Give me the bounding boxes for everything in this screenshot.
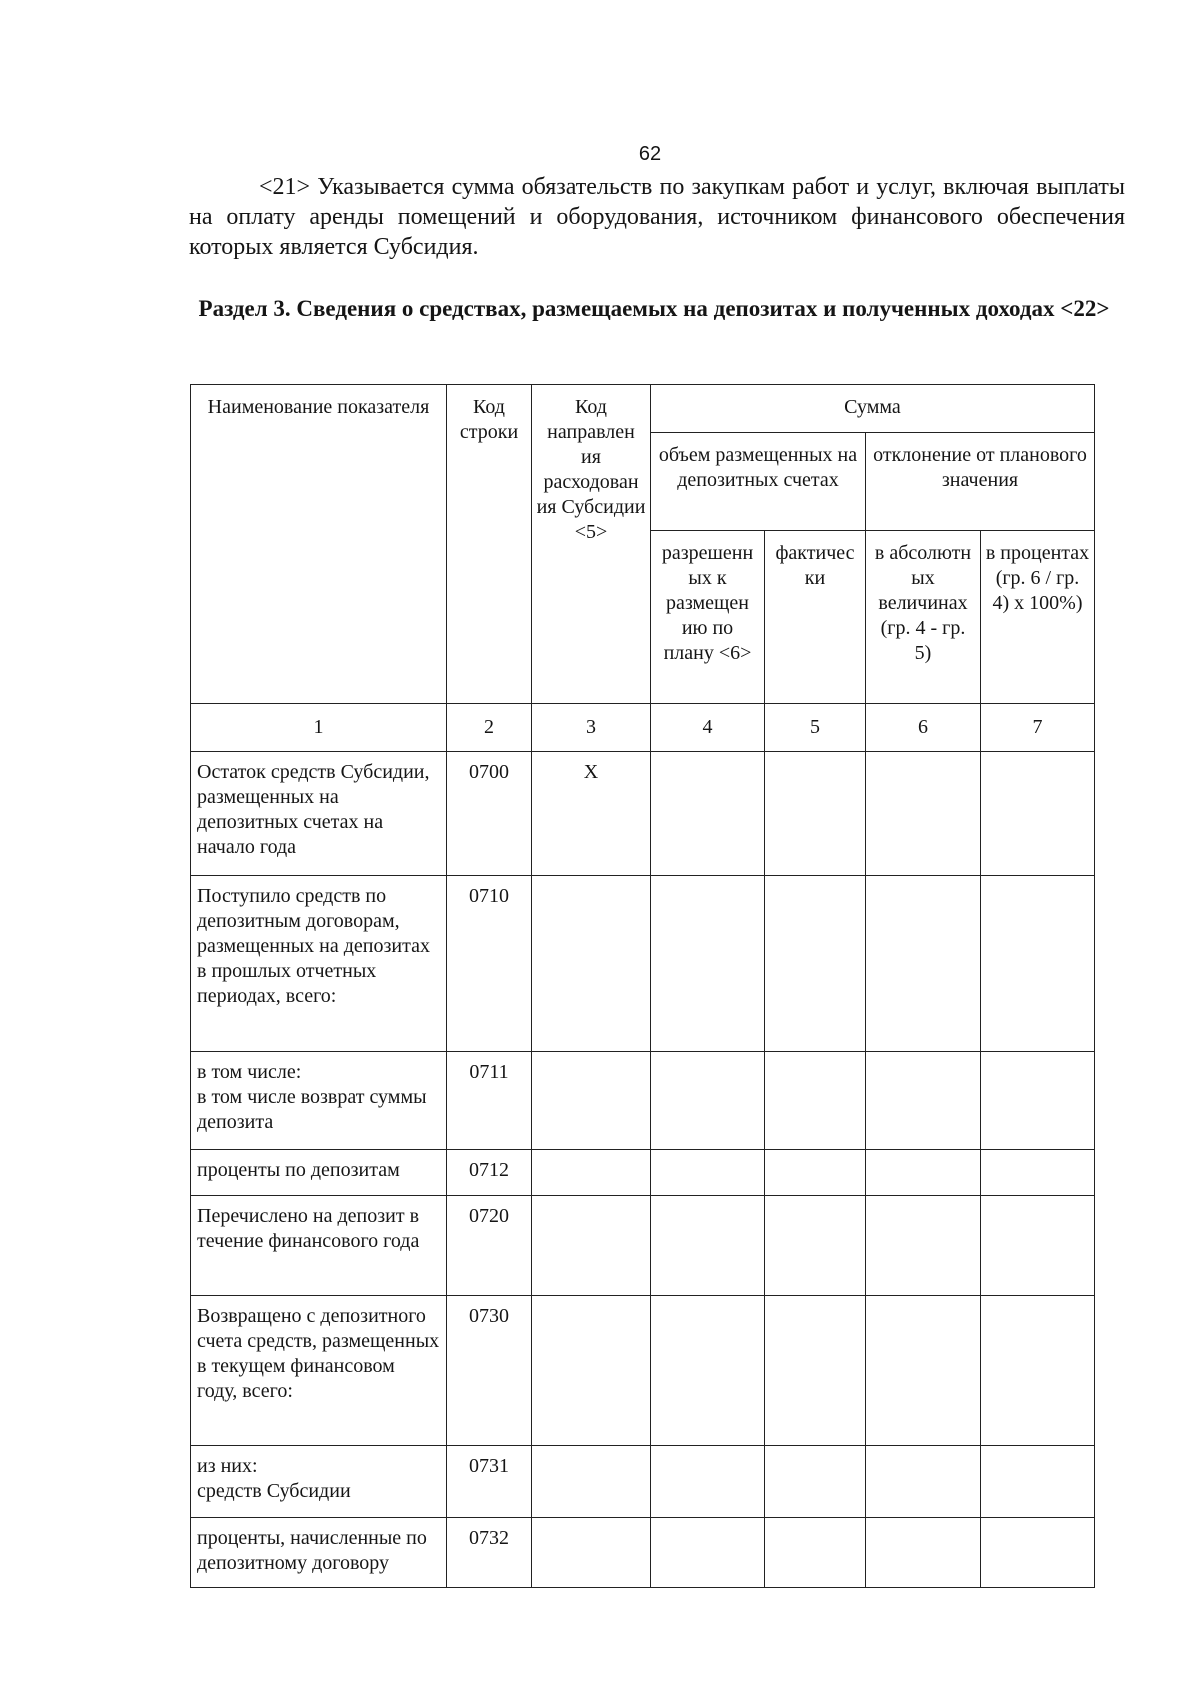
header-direction-code: Код направлен ия расходован ия Субсидии <5> xyxy=(532,385,651,704)
row-actual-cell xyxy=(765,876,866,1052)
row-actual-cell xyxy=(765,1052,866,1150)
row-absolute-cell xyxy=(866,1518,981,1588)
row-actual-cell xyxy=(765,1150,866,1196)
table-row xyxy=(191,876,1095,1052)
row-code: 0732 xyxy=(447,1518,532,1588)
row-planned-cell xyxy=(651,1296,765,1446)
footnote-21: <21> Указывается сумма обязательств по закупкам работ и услуг, включая выплаты на оплату аренды помещений и оборудования, источником финансового обеспечения которых является Субсидия. xyxy=(189,174,1125,260)
row-direction-code xyxy=(532,1196,651,1296)
row-percent-cell xyxy=(981,1446,1095,1518)
header-row-code: Код строки xyxy=(447,385,532,704)
row-absolute-cell xyxy=(866,1150,981,1196)
row-actual-cell xyxy=(765,1518,866,1588)
column-number: 1 xyxy=(191,704,447,752)
row-code: 0720 xyxy=(447,1196,532,1296)
row-direction-code xyxy=(532,1446,651,1518)
row-direction-code xyxy=(532,876,651,1052)
row-name: Возвращено с депозитного счета средств, размещенных в текущем финансовом году, всего: xyxy=(191,1296,447,1446)
row-percent-cell xyxy=(981,1296,1095,1446)
row-planned-cell xyxy=(651,1150,765,1196)
table-row xyxy=(191,1196,1095,1296)
row-name: из них: средств Субсидии xyxy=(191,1446,447,1518)
table-row xyxy=(191,1518,1095,1588)
row-direction-code xyxy=(532,1150,651,1196)
row-code: 0730 xyxy=(447,1296,532,1446)
row-name: Поступило средств по депозитным договорам, размещенных на депозитах в прошлых отчетных периодах, всего: xyxy=(191,876,447,1052)
row-percent-cell xyxy=(981,1196,1095,1296)
header-percent: в процентах (гр. 6 / гр. 4) х 100%) xyxy=(981,531,1095,704)
row-name: проценты, начисленные по депозитному договору xyxy=(191,1518,447,1588)
row-code: 0712 xyxy=(447,1150,532,1196)
table-body xyxy=(191,752,1095,1588)
row-percent-cell xyxy=(981,876,1095,1052)
row-absolute-cell xyxy=(866,1196,981,1296)
table-row xyxy=(191,1296,1095,1446)
row-planned-cell xyxy=(651,876,765,1052)
header-deviation-group: отклонение от планового значения xyxy=(866,433,1095,531)
row-code: 0710 xyxy=(447,876,532,1052)
row-percent-cell xyxy=(981,1150,1095,1196)
row-direction-code: X xyxy=(532,752,651,876)
deposits-table xyxy=(190,384,1095,1588)
row-planned-cell xyxy=(651,1052,765,1150)
section-title: Раздел 3. Сведения о средствах, размещаемых на депозитах и полученных доходах <22> xyxy=(198,296,1110,321)
row-absolute-cell xyxy=(866,752,981,876)
row-name: Перечислено на депозит в течение финансового года xyxy=(191,1196,447,1296)
row-planned-cell xyxy=(651,1446,765,1518)
header-planned: разрешенн ых к размещен ию по плану <6> xyxy=(651,531,765,704)
row-name: в том числе: в том числе возврат суммы депозита xyxy=(191,1052,447,1150)
column-number-row xyxy=(191,704,1095,752)
row-planned-cell xyxy=(651,1518,765,1588)
table-row xyxy=(191,1150,1095,1196)
column-number: 6 xyxy=(866,704,981,752)
row-absolute-cell xyxy=(866,1446,981,1518)
row-code: 0700 xyxy=(447,752,532,876)
row-actual-cell xyxy=(765,1296,866,1446)
column-number: 3 xyxy=(532,704,651,752)
row-actual-cell xyxy=(765,1446,866,1518)
row-direction-code xyxy=(532,1518,651,1588)
header-sum: Сумма xyxy=(651,385,1095,433)
row-absolute-cell xyxy=(866,876,981,1052)
table-header xyxy=(191,385,1095,752)
table-row xyxy=(191,752,1095,876)
row-percent-cell xyxy=(981,1518,1095,1588)
row-absolute-cell xyxy=(866,1296,981,1446)
row-percent-cell xyxy=(981,752,1095,876)
column-number: 7 xyxy=(981,704,1095,752)
header-actual: фактичес ки xyxy=(765,531,866,704)
page-number: 62 xyxy=(638,143,662,165)
column-number: 4 xyxy=(651,704,765,752)
row-name: Остаток средств Субсидии, размещенных на депозитных счетах на начало года xyxy=(191,752,447,876)
row-name: проценты по депозитам xyxy=(191,1150,447,1196)
row-actual-cell xyxy=(765,752,866,876)
table-row xyxy=(191,1446,1095,1518)
row-planned-cell xyxy=(651,1196,765,1296)
row-absolute-cell xyxy=(866,1052,981,1150)
row-code: 0711 xyxy=(447,1052,532,1150)
column-number: 5 xyxy=(765,704,866,752)
header-name: Наименование показателя xyxy=(191,385,447,704)
row-code: 0731 xyxy=(447,1446,532,1518)
row-actual-cell xyxy=(765,1196,866,1296)
row-percent-cell xyxy=(981,1052,1095,1150)
column-number: 2 xyxy=(447,704,532,752)
table-row xyxy=(191,1052,1095,1150)
header-absolute: в абсолютн ых величинах (гр. 4 - гр. 5) xyxy=(866,531,981,704)
row-direction-code xyxy=(532,1296,651,1446)
row-planned-cell xyxy=(651,752,765,876)
header-volume-group: объем размещенных на депозитных счетах xyxy=(651,433,866,531)
row-direction-code xyxy=(532,1052,651,1150)
